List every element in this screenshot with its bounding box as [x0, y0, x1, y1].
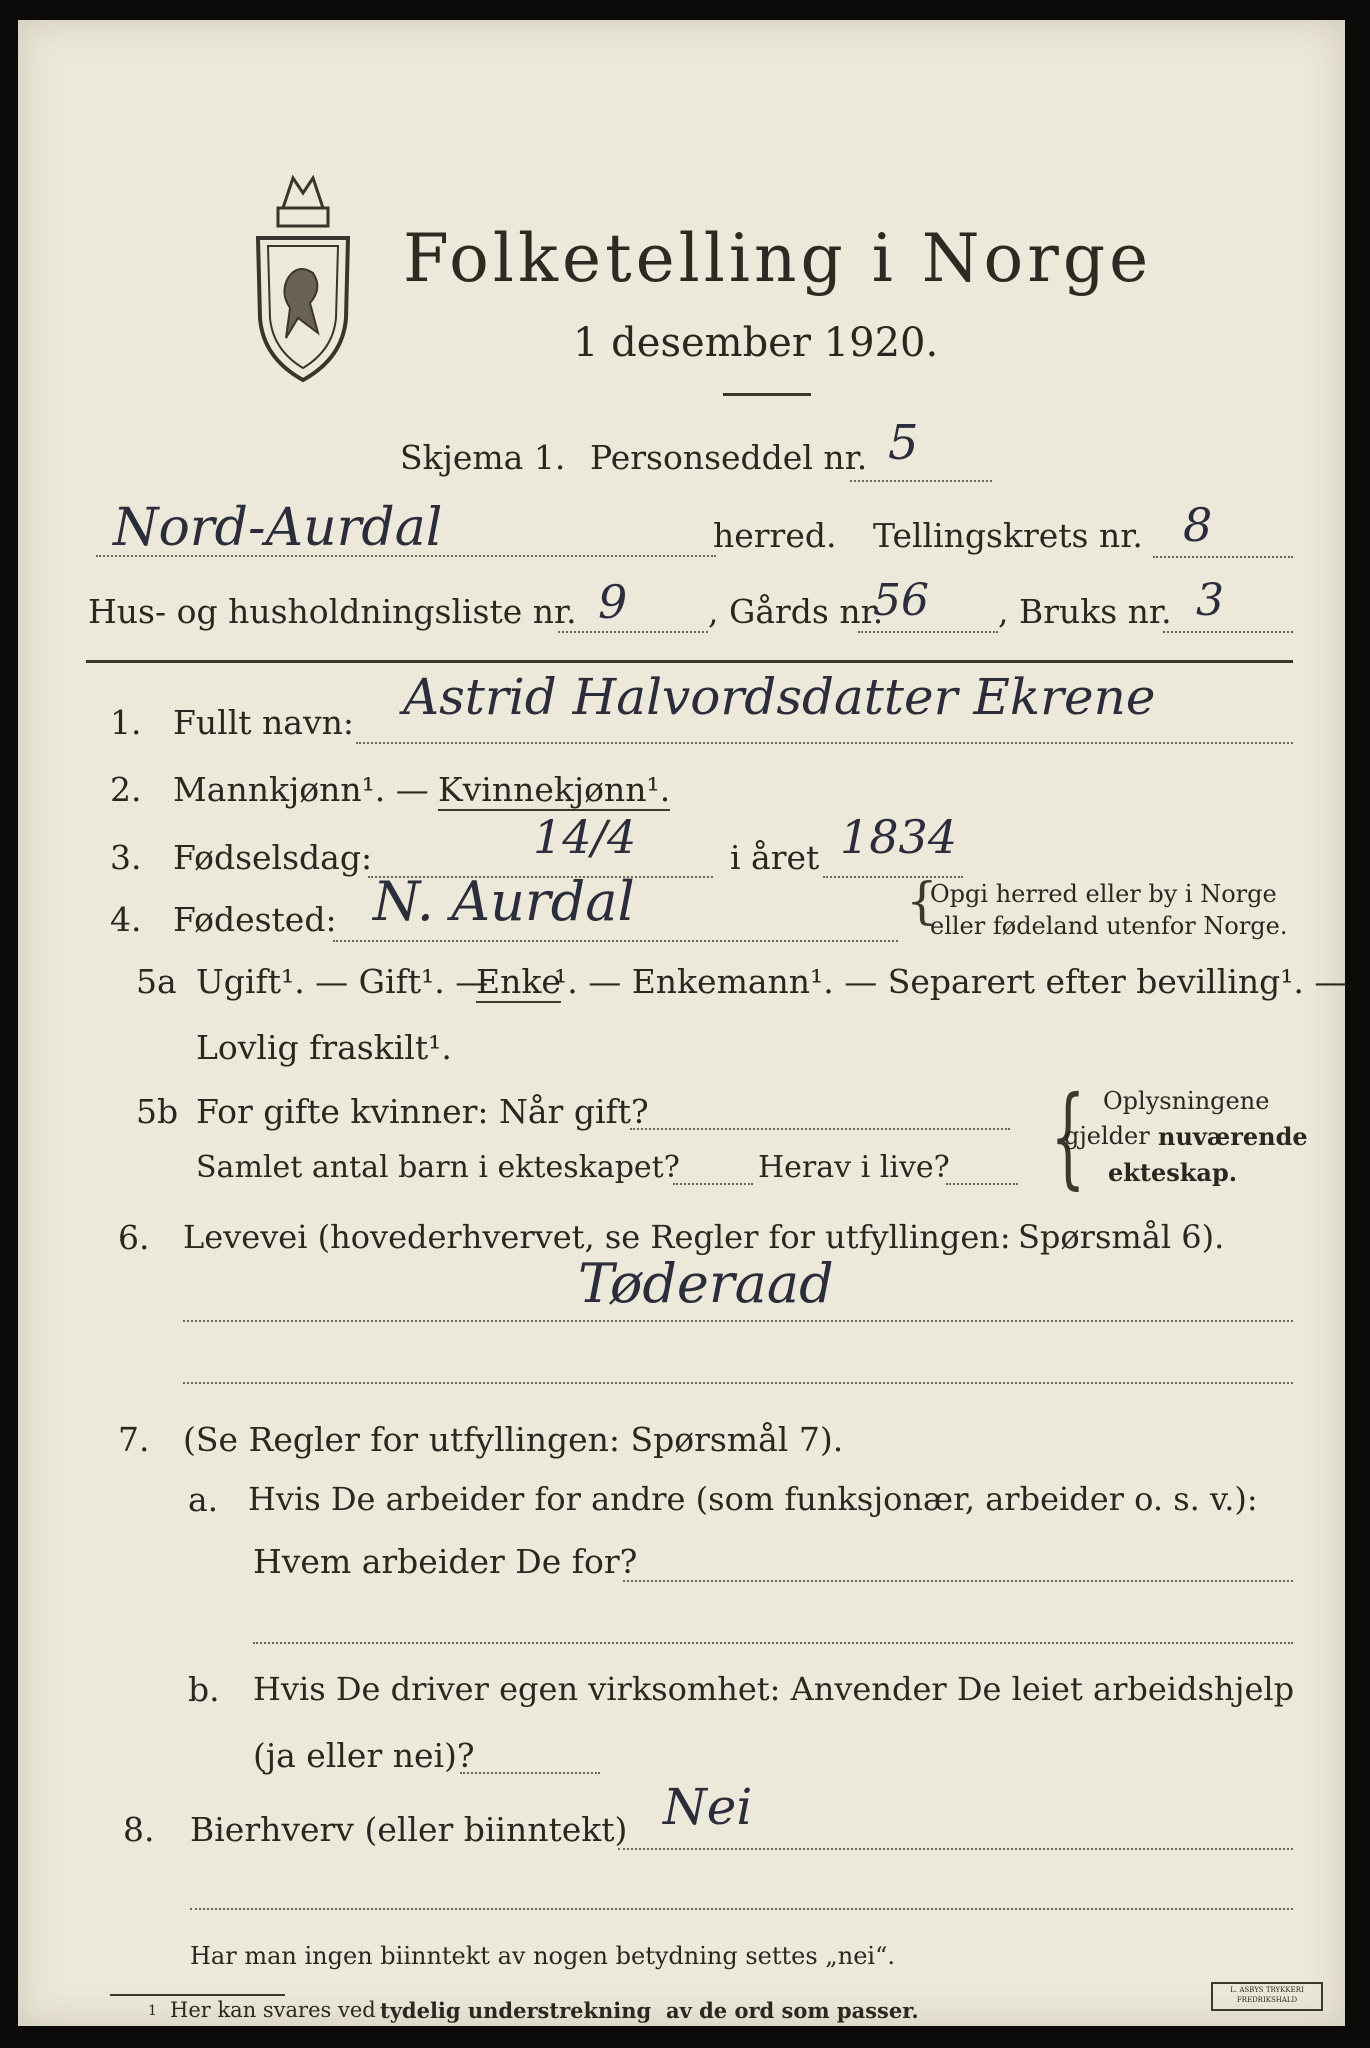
page-title: Folketelling i Norge: [403, 220, 1153, 297]
hus-label: Hus- og husholdningsliste nr.: [88, 592, 577, 631]
q6-label: Levevei (hovederhvervet, se Regler for utfyllingen:: [183, 1218, 1011, 1256]
footnote-text-c: av de ord som passer.: [666, 1998, 919, 2023]
q4-dots: [333, 940, 898, 942]
footnote-text-a: Her kan svares ved: [170, 1998, 376, 2022]
coat-of-arms-icon: [238, 168, 368, 388]
tellingskrets-label: Tellingskrets nr.: [873, 516, 1143, 555]
q5b-line1: For gifte kvinner: Når gift?: [196, 1092, 649, 1131]
q7b-line1: Hvis De driver egen virksomhet: Anvender De leiet arbeidshjelp: [253, 1670, 1295, 1708]
hus-value: 9: [598, 575, 628, 629]
q1-full-name-value: Astrid Halvordsdatter Ekrene: [403, 668, 1156, 726]
q3-year-dots: [823, 876, 963, 878]
q3-year-value: 1834: [840, 810, 958, 864]
footnote-number: 1: [148, 2003, 157, 2019]
q8-secondary-income-value: Nei: [663, 1778, 753, 1836]
q2-number: 2.: [110, 770, 142, 809]
q5b-note3: ekteskap.: [1108, 1158, 1238, 1187]
q7a-dots-1: [623, 1580, 1293, 1582]
census-form-page: [18, 20, 1348, 2026]
q7a-dots-2: [253, 1642, 1293, 1644]
q5b-barn-dots: [673, 1183, 753, 1185]
q1-number: 1.: [110, 703, 142, 742]
title-divider: [723, 393, 811, 396]
q3-label: Fødselsdag:: [173, 838, 373, 877]
q6-label-tail: Spørsmål 6).: [1018, 1218, 1225, 1256]
q6-occupation-value: Tøderaad: [578, 1252, 834, 1315]
q4-brace: {: [906, 872, 938, 930]
q3-birthdate-value: 14/4: [533, 810, 637, 864]
footnote-text-b: tydelig understrekning: [380, 1998, 652, 2023]
skjema-label: Skjema 1.: [400, 438, 566, 477]
q6-number: 6.: [118, 1218, 150, 1257]
q5b-note2a: gjelder: [1064, 1122, 1150, 1150]
q7b-line2: (ja eller nei)?: [253, 1736, 475, 1775]
q5b-note1: Oplysningene: [1103, 1087, 1270, 1115]
printer-stamp: [1211, 1982, 1323, 2011]
q5a-options-start: Ugift¹. — Gift¹. —: [196, 962, 489, 1001]
gards-dots: [858, 631, 998, 633]
q8-dots-1: [618, 1848, 1293, 1850]
q5b-note2b: nuværende: [1158, 1122, 1308, 1151]
q4-note-line1: Opgi herred eller by i Norge: [930, 880, 1277, 908]
q7b-number: b.: [188, 1670, 220, 1709]
q8-dots-2: [190, 1908, 1293, 1910]
tellingskrets-dots: [1153, 556, 1293, 558]
q8-label: Bierhverv (eller biinntekt): [190, 1810, 628, 1849]
q1-dots: [356, 742, 1293, 744]
header-rule: [86, 660, 1293, 663]
personseddel-dots: [850, 480, 992, 482]
q7a-line1: Hvis De arbeider for andre (som funksjonær, arbeider o. s. v.):: [248, 1480, 1258, 1518]
hus-dots: [558, 631, 708, 633]
printer-stamp-line2: FREDRIKSHALD: [1236, 1996, 1298, 2004]
q5b-brace: {: [1050, 1072, 1086, 1200]
q4-number: 4.: [110, 900, 142, 939]
q5b-live-dots: [946, 1183, 1018, 1185]
bruks-label: , Bruks nr.: [998, 592, 1172, 631]
q5b-gift-dots: [630, 1128, 1010, 1130]
q6-dots-2: [183, 1382, 1293, 1384]
q5b-line2b: Herav i live?: [758, 1150, 950, 1185]
personseddel-label: Personseddel nr.: [590, 438, 868, 477]
footnote-rule: [110, 1994, 285, 1996]
q3-number: 3.: [110, 838, 142, 877]
herred-label: herred.: [713, 516, 837, 555]
footer-note: Har man ingen biinntekt av nogen betydning settes „nei“.: [190, 1942, 895, 1970]
q8-number: 8.: [123, 1810, 155, 1849]
census-date: 1 desember 1920.: [573, 320, 939, 366]
q7-label: (Se Regler for utfyllingen: Spørsmål 7).: [183, 1420, 844, 1459]
q5a-number: 5a: [136, 962, 177, 1001]
q1-label: Fullt navn:: [173, 703, 354, 742]
q6-dots-1: [183, 1320, 1293, 1322]
q7a-number: a.: [188, 1480, 219, 1519]
q2-mann-label: Mannkjønn¹. —: [173, 770, 429, 809]
q4-label: Fødested:: [173, 900, 337, 939]
q5a-lovlig-fraskilt: Lovlig fraskilt¹.: [196, 1028, 452, 1067]
q3-year-label: i året: [730, 838, 820, 877]
bruks-value: 3: [1196, 575, 1224, 626]
gards-label: , Gårds nr.: [708, 592, 884, 631]
printer-stamp-line1: L. ASBYS TRYKKERI: [1230, 1986, 1304, 1994]
q5a-options-end: ¹. — Enkemann¹. — Separert efter bevilling¹. —: [554, 962, 1348, 1001]
q4-note-line2: eller fødeland utenfor Norge.: [930, 912, 1288, 940]
tellingskrets-value: 8: [1183, 498, 1213, 552]
personseddel-value: 5: [888, 415, 919, 471]
gards-value: 56: [873, 575, 929, 626]
q5a-enke-underlined: Enke: [476, 962, 561, 1001]
bruks-dots: [1163, 631, 1293, 633]
q2-kvinne-label-underlined: Kvinnekjønn¹.: [438, 770, 671, 809]
q7-number: 7.: [118, 1420, 150, 1459]
q4-birthplace-value: N. Aurdal: [373, 870, 635, 933]
herred-value: Nord-Aurdal: [113, 498, 443, 558]
q5b-line2a: Samlet antal barn i ekteskapet?: [196, 1150, 680, 1185]
q7b-dots: [460, 1772, 600, 1774]
q7a-line2: Hvem arbeider De for?: [253, 1542, 638, 1581]
q5b-number: 5b: [136, 1092, 179, 1131]
